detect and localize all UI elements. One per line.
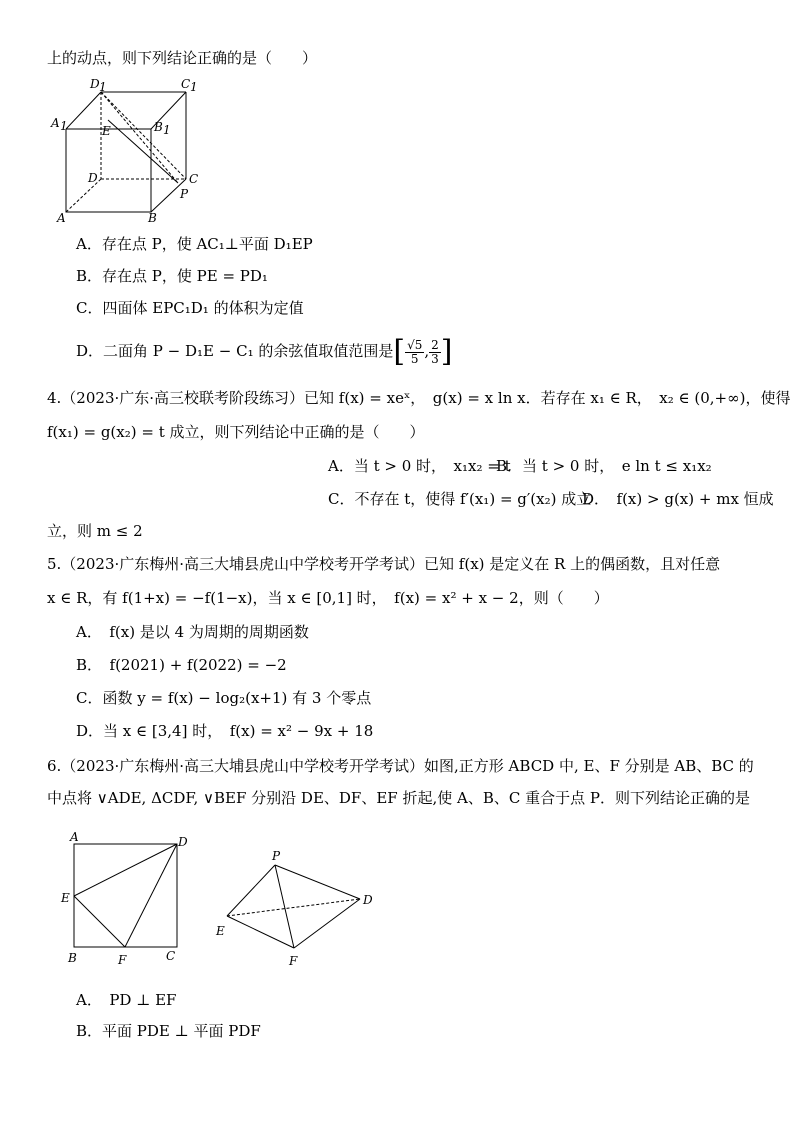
q3-option-d[interactable] xyxy=(76,333,453,369)
label-c1-sub: 1 xyxy=(190,80,198,94)
label-f: F xyxy=(289,954,298,968)
label-e: E xyxy=(102,124,111,138)
label-c1: C xyxy=(181,77,191,91)
square-figure xyxy=(58,830,198,966)
label-b1: B xyxy=(154,120,163,134)
q6-option-b[interactable]: B．平面 PDE ⊥ 平面 PDF xyxy=(76,1022,261,1040)
frac-sep: , xyxy=(424,342,430,360)
q5-option-c[interactable]: C．函数 y = f(x) − log₂(x+1) 有 3 个零点 xyxy=(76,689,372,707)
q3-option-d-text: D．二面角 P − D₁E − C₁ 的余弦值取值范围是 xyxy=(76,342,394,360)
label-d1: D xyxy=(90,77,100,91)
label-d: D xyxy=(178,835,188,849)
tetrahedron-figure xyxy=(212,845,382,970)
label-c: C xyxy=(166,949,176,963)
q6-option-a[interactable]: A． PD ⊥ EF xyxy=(76,991,177,1009)
q4-option-b[interactable]: B．当 t > 0 时， e ln t ≤ x₁x₂ xyxy=(496,457,712,475)
label-b1-sub: 1 xyxy=(163,123,171,137)
q6-stem-line1: 6.（2023·广东梅州·高三大埔县虎山中学校考开学考试）如图,正方形 ABCD 中, E、F 分别是 AB、BC 的 xyxy=(47,757,754,775)
label-e: E xyxy=(216,924,225,938)
q4-option-c[interactable]: C．不存在 t，使得 f′(x₁) = g′(x₂) 成立 xyxy=(328,490,592,508)
label-b: B xyxy=(68,951,77,965)
q4-option-d-cont: 立，则 m ≤ 2 xyxy=(47,522,143,540)
label-a: A xyxy=(70,830,79,844)
q3-intro: 上的动点，则下列结论正确的是（ ） xyxy=(47,49,318,67)
label-d: D xyxy=(363,893,373,907)
q6-stem-line2: 中点将 ∨ADE, ΔCDF, ∨BEF 分别沿 DE、DF、EF 折起,使 A、B、C 重合于点 P．则下列结论正确的是 xyxy=(47,789,750,807)
label-a: A xyxy=(57,211,66,225)
label-e: E xyxy=(61,891,70,905)
label-b: B xyxy=(148,211,157,225)
q5-option-d[interactable]: D．当 x ∈ [3,4] 时， f(x) = x² − 9x + 18 xyxy=(76,722,374,740)
q3-option-b[interactable]: B．存在点 P，使 PE = PD₁ xyxy=(76,267,268,285)
q4-option-d[interactable]: D． f(x) > g(x) + mx 恒成 xyxy=(582,490,774,508)
bracket-left: [ xyxy=(393,334,406,369)
q5-option-b[interactable]: B． f(2021) + f(2022) = −2 xyxy=(76,656,287,674)
q4-stem-line2: f(x₁) = g(x₂) = t 成立，则下列结论中正确的是（ ） xyxy=(47,423,425,441)
label-a1-sub: 1 xyxy=(60,119,68,133)
bracket-right: ] xyxy=(440,334,453,369)
q4-option-a[interactable]: A．当 t > 0 时， x₁x₂ = t xyxy=(328,457,511,475)
q5-option-a[interactable]: A． f(x) 是以 4 为周期的周期函数 xyxy=(76,623,309,641)
label-p: P xyxy=(180,187,189,201)
frac-sqrt5-5: $\frac{√5}{5}$ xyxy=(407,337,423,366)
label-a1: A xyxy=(51,116,60,130)
cube-figure xyxy=(46,74,216,226)
q5-stem-line2: x ∈ R，有 f(1+x) = −f(1−x)，当 x ∈ [0,1] 时， f(x) = x² + x − 2，则（ ） xyxy=(47,589,609,607)
q5-stem-line1: 5.（2023·广东梅州·高三大埔县虎山中学校考开学考试）已知 f(x) 是定义在 R 上的偶函数，且对任意 xyxy=(47,555,721,573)
label-d1-sub: 1 xyxy=(99,80,107,94)
frac-2-3: $\frac{2}{3}$ xyxy=(431,337,439,366)
label-f: F xyxy=(118,953,127,966)
q4-stem-line1: 4.（2023·广东·高三校联考阶段练习）已知 f(x) = xeˣ， g(x) = x ln x．若存在 x₁ ∈ R， x₂ ∈ (0,+∞)，使得 xyxy=(47,389,791,407)
label-c: C xyxy=(189,172,199,186)
label-p: P xyxy=(272,849,281,863)
q3-option-c[interactable]: C．四面体 EPC₁D₁ 的体积为定值 xyxy=(76,299,304,317)
q3-option-a[interactable]: A．存在点 P，使 AC₁⊥平面 D₁EP xyxy=(76,235,313,253)
label-d: D xyxy=(88,171,98,185)
